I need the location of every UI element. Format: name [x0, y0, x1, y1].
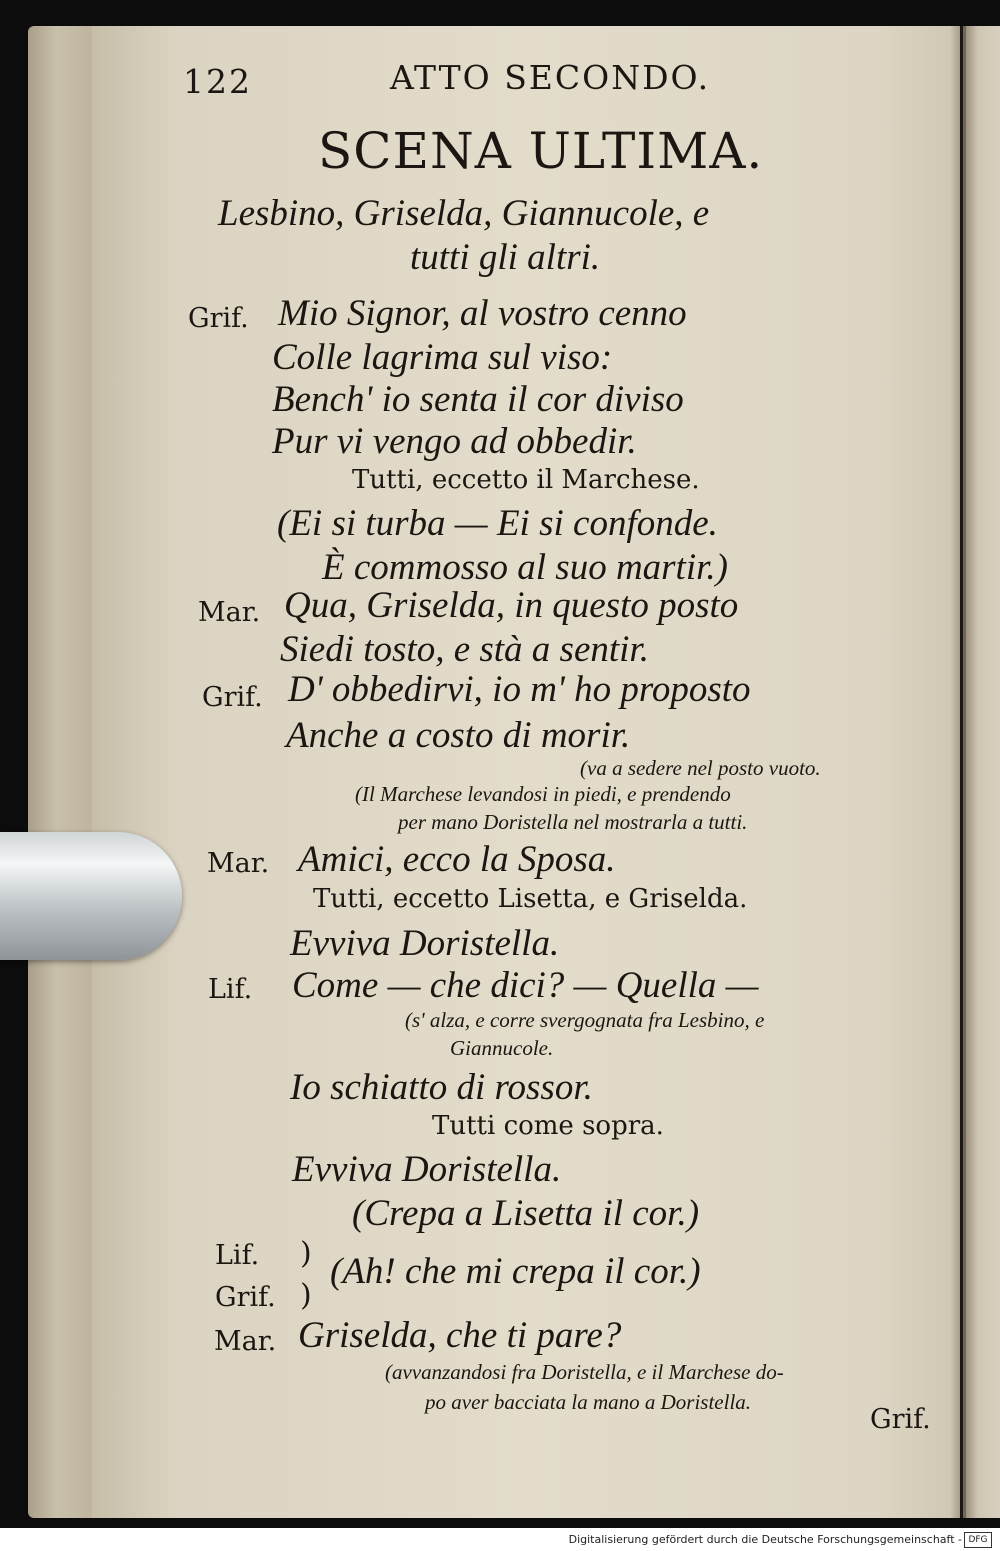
- holding-thumb: [0, 832, 182, 960]
- verse-line: Bench' io senta il cor diviso: [272, 379, 684, 420]
- facing-page-edge: [963, 26, 1000, 1518]
- verse-line: Pur vi vengo ad obbedir.: [272, 421, 637, 462]
- verse-line: Amici, ecco la Sposa.: [298, 839, 616, 880]
- speaker-label: Grif.: [215, 1282, 276, 1313]
- verse-line: D' obbedirvi, io m' ho proposto: [288, 669, 751, 710]
- spine-shadow: [950, 26, 966, 1518]
- stage-direction: Tutti, eccetto Lisetta, e Griselda.: [313, 884, 748, 914]
- verse-line: Come — che dici? — Quella —: [292, 965, 759, 1006]
- verse-line: Evviva Doristella.: [292, 1149, 562, 1190]
- stage-note: (Il Marchese levandosi in piedi, e prendendo: [355, 782, 731, 806]
- speaker-bracket: ): [300, 1278, 312, 1313]
- verse-line: Anche a costo di morir.: [286, 715, 631, 756]
- stage-note: per mano Doristella nel mostrarla a tutti.: [398, 810, 748, 834]
- verse-line: Evviva Doristella.: [290, 923, 560, 964]
- speaker-label: Mar.: [214, 1326, 277, 1357]
- verse-line: È commosso al suo martir.): [322, 547, 728, 588]
- speaker-label: Mar.: [207, 848, 270, 879]
- speaker-label: Grif.: [202, 682, 263, 713]
- stage-direction: Tutti, eccetto il Marchese.: [352, 465, 700, 495]
- digitization-credit: Digitalisierung gefördert durch die Deutsche Forschungsgemeinschaft -: [568, 1533, 962, 1546]
- verse-line: (Ah! che mi crepa il cor.): [330, 1251, 701, 1292]
- verse-line: Io schiatto di rossor.: [290, 1067, 593, 1108]
- verse-line: (Ei si turba — Ei si confonde.: [277, 503, 718, 544]
- scene-title: SCENA ULTIMA.: [318, 122, 764, 180]
- stage-note: (va a sedere nel posto vuoto.: [580, 756, 821, 780]
- stage-note: (s' alza, e corre svergognata fra Lesbino, e: [405, 1008, 765, 1032]
- stage-note: (avvanzandosi fra Doristella, e il Marchese do-: [385, 1360, 784, 1384]
- speaker-label: Lif.: [215, 1240, 260, 1271]
- running-head: ATTO SECONDO.: [390, 58, 711, 97]
- verse-line: Qua, Griselda, in questo posto: [284, 585, 739, 626]
- book-page-edges: [28, 26, 98, 1518]
- verse-line: Griselda, che ti pare?: [298, 1315, 622, 1356]
- verse-line: Colle lagrima sul viso:: [272, 337, 613, 378]
- stage-direction: Tutti come sopra.: [432, 1111, 664, 1141]
- stage-note: Giannucole.: [450, 1036, 554, 1060]
- speaker-label: Mar.: [198, 597, 261, 628]
- verse-line: Siedi tosto, e stà a sentir.: [280, 629, 649, 670]
- cast-list-line-2: tutti gli altri.: [410, 237, 601, 278]
- verse-line: (Crepa a Lisetta il cor.): [352, 1193, 700, 1234]
- speaker-label: Grif.: [188, 303, 249, 334]
- dfg-logo: DFG: [964, 1532, 992, 1548]
- speaker-bracket: ): [300, 1236, 312, 1271]
- speaker-label: Lif.: [208, 974, 253, 1005]
- stage-note: po aver bacciata la mano a Doristella.: [425, 1390, 752, 1414]
- catchword: Grif.: [870, 1404, 931, 1435]
- cast-list-line-1: Lesbino, Griselda, Giannucole, e: [218, 193, 710, 234]
- page-number: 122: [183, 62, 252, 101]
- verse-line: Mio Signor, al vostro cenno: [278, 293, 687, 334]
